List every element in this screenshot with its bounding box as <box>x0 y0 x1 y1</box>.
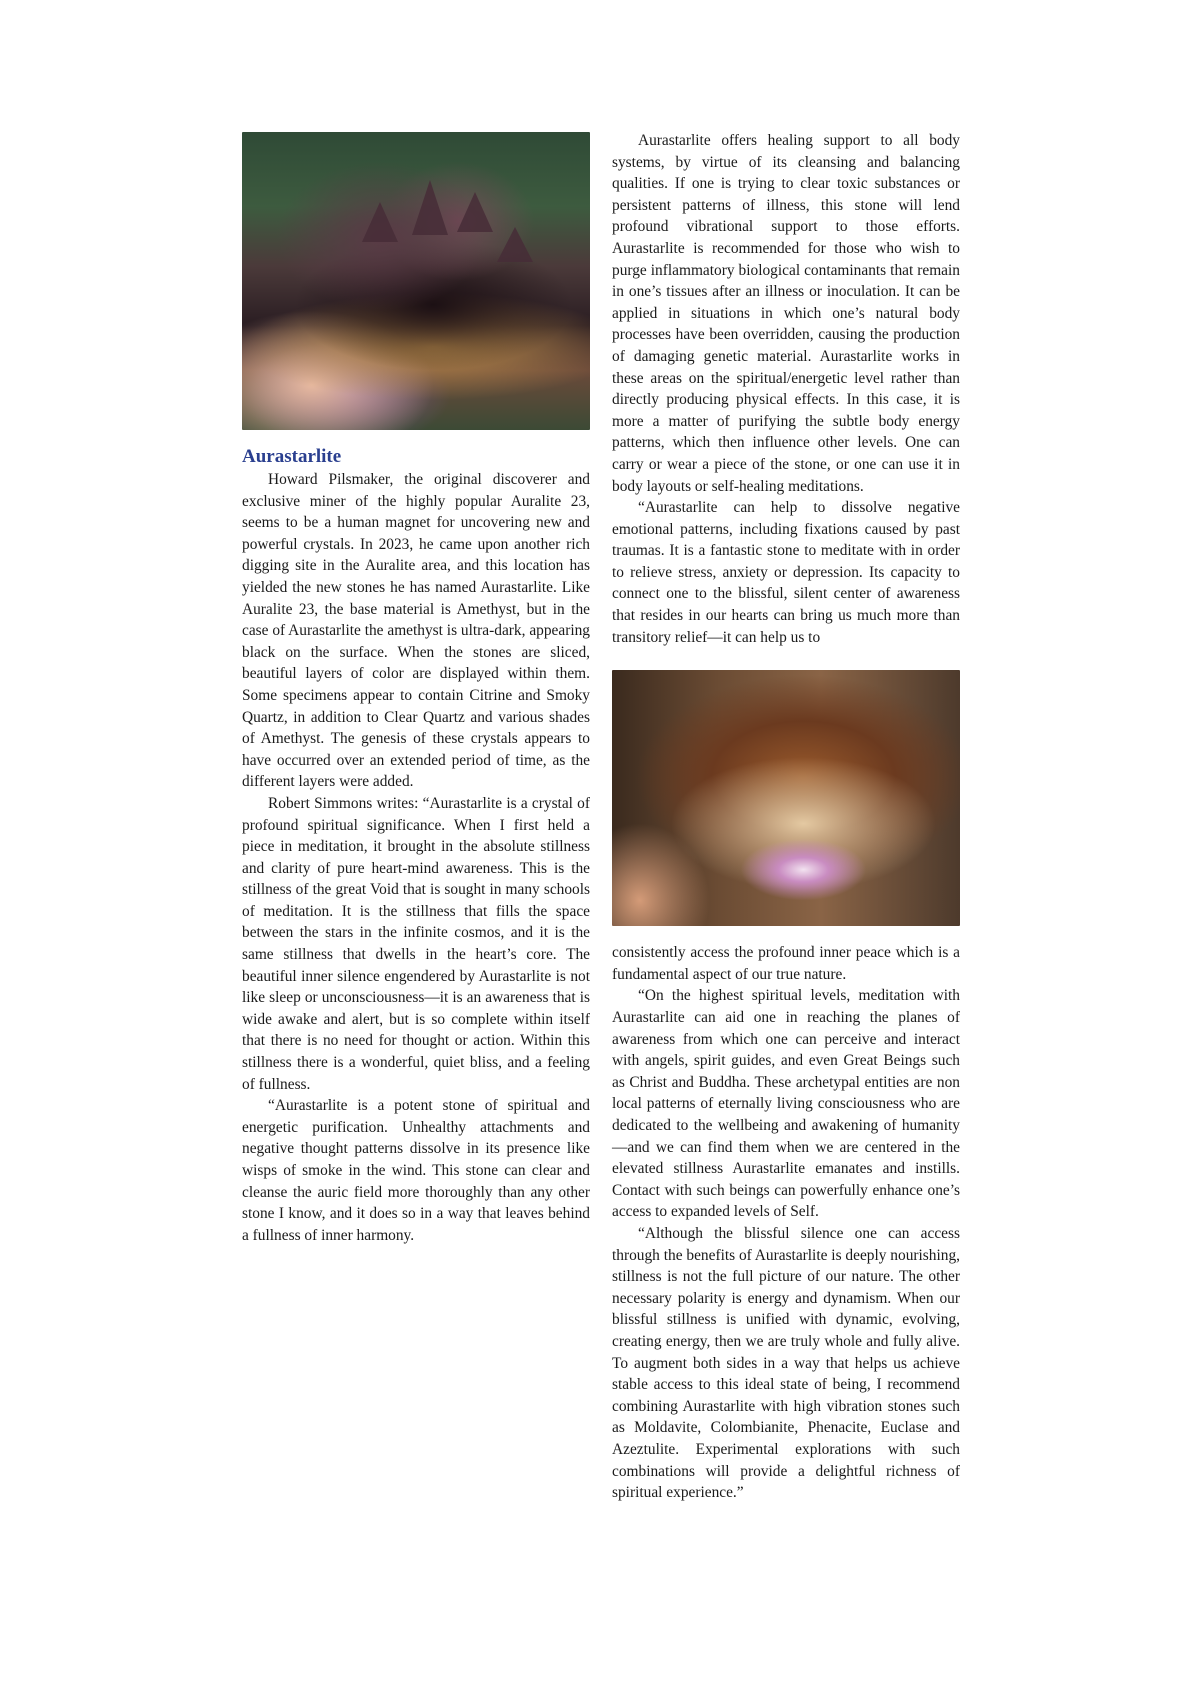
right-column <box>612 130 960 1504</box>
aurastarlite-slice-photo <box>612 670 960 926</box>
crystal-point <box>412 180 448 235</box>
crystal-point <box>497 227 533 262</box>
body-paragraph: consistently access the profound inner peace which is a fundamental aspect of our true nature. <box>612 944 960 983</box>
body-paragraph: “Aurastarlite is a potent stone of spiritual and energetic purification. Unhealthy attachments and negative thought patterns dissolve in its presence like wisps of smoke in the wind. This stone can clear and cleanse the auric field more thoroughly than any other stone I know, and it does so in a way that leaves behind a fullness of inner harmony. <box>242 1097 590 1244</box>
crystal-point <box>457 192 493 232</box>
aurastarlite-crystal-photo <box>242 132 590 430</box>
body-paragraph: “Aurastarlite can help to dissolve negative emotional patterns, including fixations caused by past traumas. It is a fantastic stone to meditate with in order to relieve stress, anxiety or depression. Its capacity to connect one to the blissful, silent center of awareness that resides in our hearts can bring us much more than transitory relief—it can help us to <box>612 499 960 646</box>
body-paragraph: Robert Simmons writes: “Aurastarlite is a crystal of profound spiritual significance. When I first held a piece in meditation, it brought in the absolute stillness and clarity of pure heart-mind awareness. This is the stillness of the great Void that is sought in many schools of meditation. It is the stillness that fills the space between the stars in the infinite cosmos, and it is the same stillness that dwells in the heart’s core. The beautiful inner silence engendered by Aurastarlite is not like sleep or unconsciousness—it is an awareness that is wide awake and alert, but is so complete within itself that there is no need for thought or action. Within this stillness there is a wonderful, quiet bliss, and a feeling of fullness. <box>242 794 590 1093</box>
body-paragraph: Aurastarlite offers healing support to all body systems, by virtue of its cleansing and balancing qualities. If one is trying to clear toxic substances or persistent patterns of illness, this stone will lend profound vibrational support to those efforts. Aurastarlite is recommended for those who wish to purge inflammatory biological contaminants that remain in one’s tissues after an illness or inoculation. It can be applied in situations in which one’s natural body processes have been overridden, causing the production of damaging genetic material. Aurastarlite works in these areas on the spiritual/energetic level rather than directly producing physical effects. In this case, it is more a matter of purifying the subtle body energy patterns, which then influence other levels. One can carry or wear a piece of the stone, or one can use it in body layouts or self-healing meditations. <box>612 132 960 495</box>
body-paragraph: Howard Pilsmaker, the original discoverer and exclusive miner of the highly popular Auralite 23, seems to be a human magnet for uncovering new and powerful crystals. In 2023, he came upon another rich digging site in the Auralite area, and this location has yielded the new stones he has named Aurastarlite. Like Auralite 23, the base material is Amethyst, but in the case of Aurastarlite the amethyst is ultra-dark, appearing black on the surface. When the stones are sliced, beautiful layers of color are displayed within them. Some specimens appear to contain Citrine and Smoky Quartz, in addition to Clear Quartz and various shades of Amethyst. The genesis of these crystals appears to have occurred over an extended period of time, as the different layers were added. <box>242 471 590 791</box>
crystal-point <box>362 202 398 242</box>
body-paragraph: “Although the blissful silence one can access through the benefits of Aurastarlite is deeply nourishing, stillness is not the full picture of our nature. The other necessary polarity is energy and dynamism. When our blissful stillness is unified with dynamic, evolving, creating energy, then we are truly whole and fully alive. To augment both sides in a way that helps us achieve stable access to this ideal state of being, I recommend combining Aurastarlite with high vibration stones such as Moldavite, Colombianite, Phenacite, Euclase and Azeztulite. Experimental explorations with such combinations will provide a delightful richness of spiritual experience.” <box>612 1224 960 1502</box>
body-paragraph: “On the highest spiritual levels, meditation with Aurastarlite can aid one in reaching the planes of awareness from which one can perceive and interact with angels, spirit guides, and even Great Beings such as Christ and Buddha. These archetypal entities are non local patterns of eternally living consciousness who are dedicated to the wellbeing and awakening of humanity—and we can find them when we are centered in the elevated stillness Aurastarlite emanates and instills. Contact with such beings can powerfully enhance one’s access to expanded levels of Self. <box>612 987 960 1221</box>
article-title: Aurastarlite <box>242 446 342 467</box>
left-column <box>242 130 590 1246</box>
